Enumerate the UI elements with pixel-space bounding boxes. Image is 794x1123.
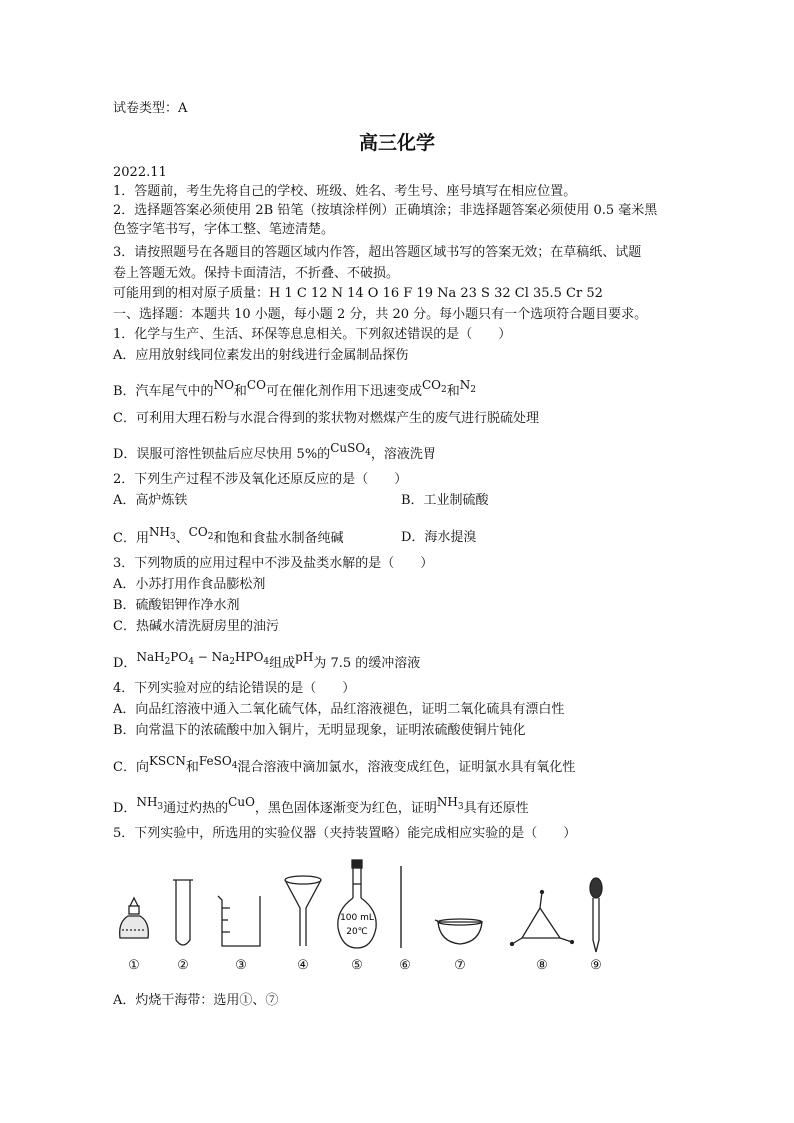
q2-stem: 2．下列生产过程不涉及氧化还原反应的是（ ） xyxy=(113,472,408,487)
instruction-line: 1．答题前，考生先将自己的学校、班级、姓名、考生号、座号填写在相应位置。 xyxy=(113,184,577,199)
apparatus-label: ⑤ xyxy=(351,958,363,973)
page-title: 高三化学 xyxy=(358,132,435,154)
q3-option-a: A．小苏打用作食品膨松剂 xyxy=(113,577,266,592)
flask-temp-label: 20℃ xyxy=(346,927,368,937)
q5-stem: 5．下列实验中，所选用的实验仪器（夹持装置略）能完成相应实验的是（ ） xyxy=(113,826,577,841)
q4-option-b: B．向常温下的浓硫酸中加入铜片，无明显现象，证明浓硫酸使铜片钝化 xyxy=(113,723,526,738)
clay-triangle-icon xyxy=(511,891,574,946)
q1-option-c: C．可利用大理石粉与水混合得到的浆状物对燃煤产生的废气进行脱硫处理 xyxy=(113,411,539,426)
q4-option-c: C．向KSCN和FeSO$_4$混合溶液中滴加氯水，溶液变成红色，证明氯水具有氧化性 xyxy=(113,754,576,775)
beaker-icon xyxy=(218,896,260,946)
instruction-line: 色签字笔书写，字体工整、笔迹清楚。 xyxy=(113,222,335,237)
apparatus-label: ① xyxy=(128,958,140,973)
q5-option-a: A．灼烧干海带：选用①、⑦ xyxy=(113,993,279,1008)
q2-option-b: B．工业制硫酸 xyxy=(401,493,489,508)
evaporating-dish-icon xyxy=(435,919,482,944)
instruction-line: 2．选择题答案必须使用 2B 铅笔（按填涂样例）正确填涂；非选择题答案必须使用 0.5 毫米黑 xyxy=(113,203,658,218)
instruction-line: 卷上答题无效。保持卡面清洁，不折叠、不破损。 xyxy=(113,266,400,281)
flask-volume-label: 100 mL xyxy=(340,913,374,923)
q4-option-d: D．$NH_3$通过灼热的CuO，黑色固体逐渐变为红色，证明$NH_3$具有还原性 xyxy=(113,795,529,816)
apparatus-label: ⑥ xyxy=(399,958,411,973)
q2-option-c: C．用$NH_3$、$CO_2$和饱和食盐水制备纯碱 xyxy=(113,525,344,546)
q1-option-a: A．应用放射线同位素发出的射线进行金属制品探伤 xyxy=(113,348,409,363)
apparatus-drawing xyxy=(110,858,620,958)
alcohol-lamp-icon xyxy=(120,898,149,938)
q4-stem: 4．下列实验对应的结论错误的是（ ） xyxy=(113,681,356,696)
q2-option-a: A．高炉炼铁 xyxy=(113,493,188,508)
q3-option-b: B．硫酸铝钾作净水剂 xyxy=(113,598,240,613)
apparatus-label: ③ xyxy=(235,958,247,973)
q1-option-d: D．误服可溶性钡盐后应尽快用 5%的CuSO$_4$，溶液洗胃 xyxy=(113,441,436,462)
exam-type: 试卷类型：A xyxy=(113,101,188,116)
q1-stem: 1．化学与生产、生活、环保等息息相关。下列叙述错误的是（ ） xyxy=(113,327,512,342)
apparatus-label: ⑦ xyxy=(454,958,466,973)
q1-option-b: B．汽车尾气中的NO和CO可在催化剂作用下迅速变成$CO_2$和$N_2$ xyxy=(113,378,476,399)
q3-option-d: D．$NaH_2PO_4 - Na_2HPO_4$组成pH为 7.5 的缓冲溶液 xyxy=(113,650,421,671)
atomic-masses: 可能用到的相对原子质量：H 1 C 12 N 14 O 16 F 19 Na 23 S 32 Cl 35.5 Cr 52 xyxy=(113,286,603,301)
apparatus-label: ⑨ xyxy=(590,958,602,973)
funnel-icon xyxy=(285,876,321,946)
q3-option-c: C．热碱水清洗厨房里的油污 xyxy=(113,619,279,634)
dropper-icon xyxy=(590,878,602,952)
q3-stem: 3．下列物质的应用过程中不涉及盐类水解的是（ ） xyxy=(113,556,434,571)
exam-date: 2022.11 xyxy=(113,165,167,180)
q4-option-a: A．向品红溶液中通入二氧化硫气体，品红溶液褪色，证明二氧化硫具有漂白性 xyxy=(113,702,565,717)
section-heading: 一、选择题：本题共 10 小题，每小题 2 分，共 20 分。每小题只有一个选项符合题目要求。 xyxy=(113,307,648,322)
apparatus-label: ⑧ xyxy=(536,958,548,973)
q2-option-d: D．海水提溴 xyxy=(401,530,477,545)
test-tube-icon xyxy=(173,880,193,945)
apparatus-figure xyxy=(110,858,620,986)
apparatus-label: ② xyxy=(177,958,189,973)
apparatus-label: ④ xyxy=(297,958,309,973)
instruction-line: 3．请按照题号在各题目的答题区域内作答，超出答题区域书写的答案无效；在草稿纸、试题 xyxy=(113,245,642,260)
